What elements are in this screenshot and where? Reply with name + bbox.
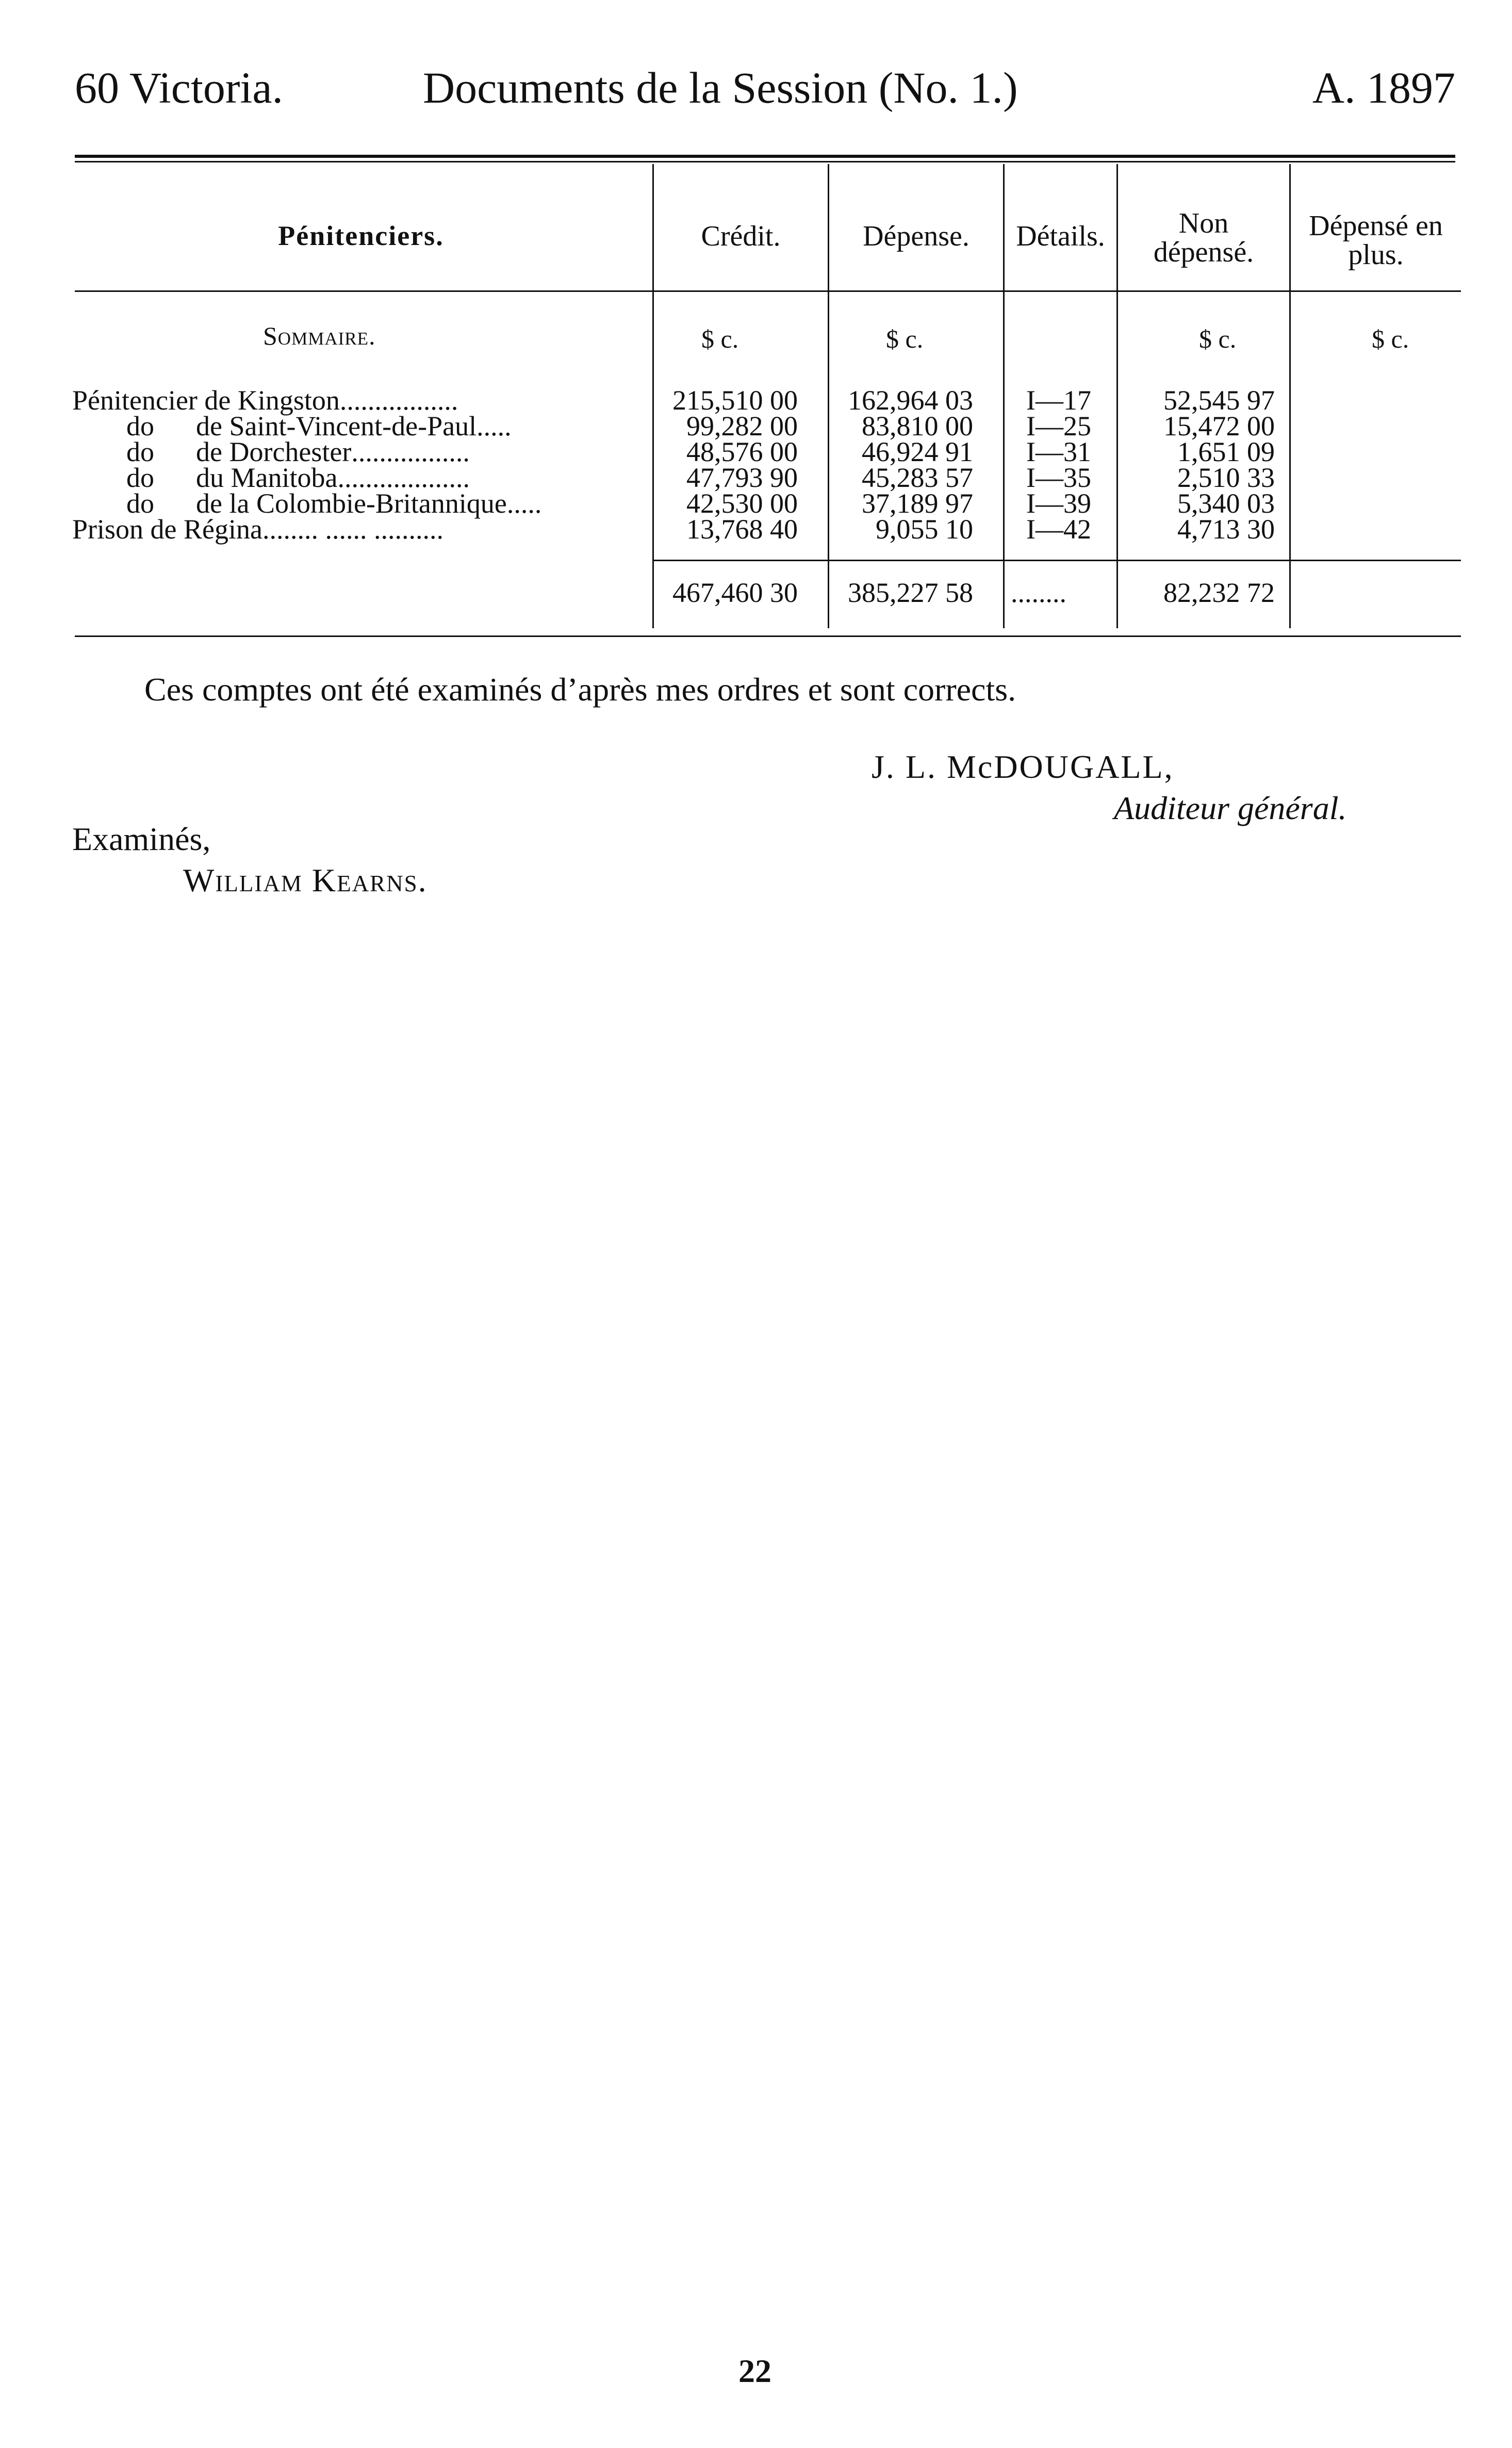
- col-header-non-depense-line1: Non: [1178, 207, 1229, 239]
- col-header-credit: Crédit.: [701, 220, 781, 252]
- cell-details: I—25: [1026, 411, 1091, 442]
- audit-statement: Ces comptes ont été examinés d’après mes ordres et sont corrects.: [144, 671, 1016, 708]
- header-rule-bottom: [75, 161, 1455, 162]
- row-label: do de Dorchester.................: [126, 436, 470, 467]
- cell-credit: 13,768 40: [686, 514, 798, 545]
- cell-details: I—42: [1026, 514, 1091, 545]
- row-label: do du Manitoba...................: [126, 462, 470, 493]
- cell-details: I—39: [1026, 488, 1091, 519]
- col-header-depense-plus-line1: Dépensé en: [1309, 210, 1443, 242]
- cell-credit: 99,282 00: [686, 411, 798, 442]
- col-header-depense-plus: [1291, 211, 1461, 269]
- row-label: do de Saint-Vincent-de-Paul.....: [126, 411, 512, 442]
- cell-credit: 42,530 00: [686, 488, 798, 519]
- row-label: Prison de Régina........ ...... ..........: [72, 514, 443, 545]
- col-header-non-depense: [1118, 209, 1289, 267]
- header-right: A. 1897: [1312, 63, 1455, 112]
- sommaire-label: Sommaire.: [263, 321, 376, 350]
- cell-credit: 215,510 00: [672, 385, 798, 416]
- col-header-details: Détails.: [1016, 220, 1105, 252]
- cell-non-depense: 4,713 30: [1177, 514, 1275, 545]
- row-label: Pénitencier de Kingston.................: [72, 385, 458, 416]
- examiner-name: William Kearns.: [183, 862, 428, 899]
- cell-depense: 46,924 91: [862, 436, 973, 467]
- cell-depense: 37,189 97: [862, 488, 973, 519]
- examined-label: Examinés,: [72, 821, 211, 857]
- cell-non-depense: 5,340 03: [1177, 488, 1275, 519]
- cell-non-depense: 2,510 33: [1177, 462, 1275, 493]
- cell-credit: 48,576 00: [686, 436, 798, 467]
- cell-depense: 9,055 10: [876, 514, 973, 545]
- header-left: 60 Victoria.: [75, 63, 284, 112]
- total-depense: 385,227 58: [848, 577, 973, 608]
- cell-depense: 45,283 57: [862, 462, 973, 493]
- col-header-depense: Dépense.: [863, 220, 969, 252]
- total-non-depense: 82,232 72: [1163, 577, 1275, 608]
- cell-details: I—17: [1026, 385, 1091, 416]
- unit-depense: $ c.: [886, 324, 924, 353]
- row-label: do de la Colombie-Britannique.....: [126, 488, 542, 519]
- col-header-depense-plus-line2: plus.: [1348, 239, 1404, 271]
- auditor-title: Auditeur général.: [1114, 790, 1347, 826]
- cell-details: I—35: [1026, 462, 1091, 493]
- header-rule-top: [75, 155, 1455, 158]
- cell-credit: 47,793 90: [686, 462, 798, 493]
- totals-rule: [652, 560, 1461, 561]
- unit-non-depense: $ c.: [1199, 324, 1237, 353]
- total-credit: 467,460 30: [672, 577, 798, 608]
- total-details: ........: [1011, 577, 1066, 608]
- cell-details: I—31: [1026, 436, 1091, 467]
- unit-credit: $ c.: [701, 324, 739, 353]
- cell-non-depense: 15,472 00: [1163, 411, 1275, 442]
- col-header-non-depense-line2: dépensé.: [1153, 236, 1254, 268]
- header-center: Documents de la Session (No. 1.): [423, 63, 1018, 112]
- auditor-name: J. L. McDOUGALL,: [872, 748, 1174, 785]
- cell-non-depense: 52,545 97: [1163, 385, 1275, 416]
- table-bottom-rule: [75, 635, 1461, 637]
- unit-depense-plus: $ c.: [1372, 324, 1409, 353]
- page-number: 22: [738, 2353, 771, 2389]
- col-header-penitenciers: Pénitenciers.: [278, 220, 444, 251]
- cell-depense: 162,964 03: [848, 385, 973, 416]
- header-row-rule: [75, 290, 1461, 292]
- cell-depense: 83,810 00: [862, 411, 973, 442]
- cell-non-depense: 1,651 09: [1177, 436, 1275, 467]
